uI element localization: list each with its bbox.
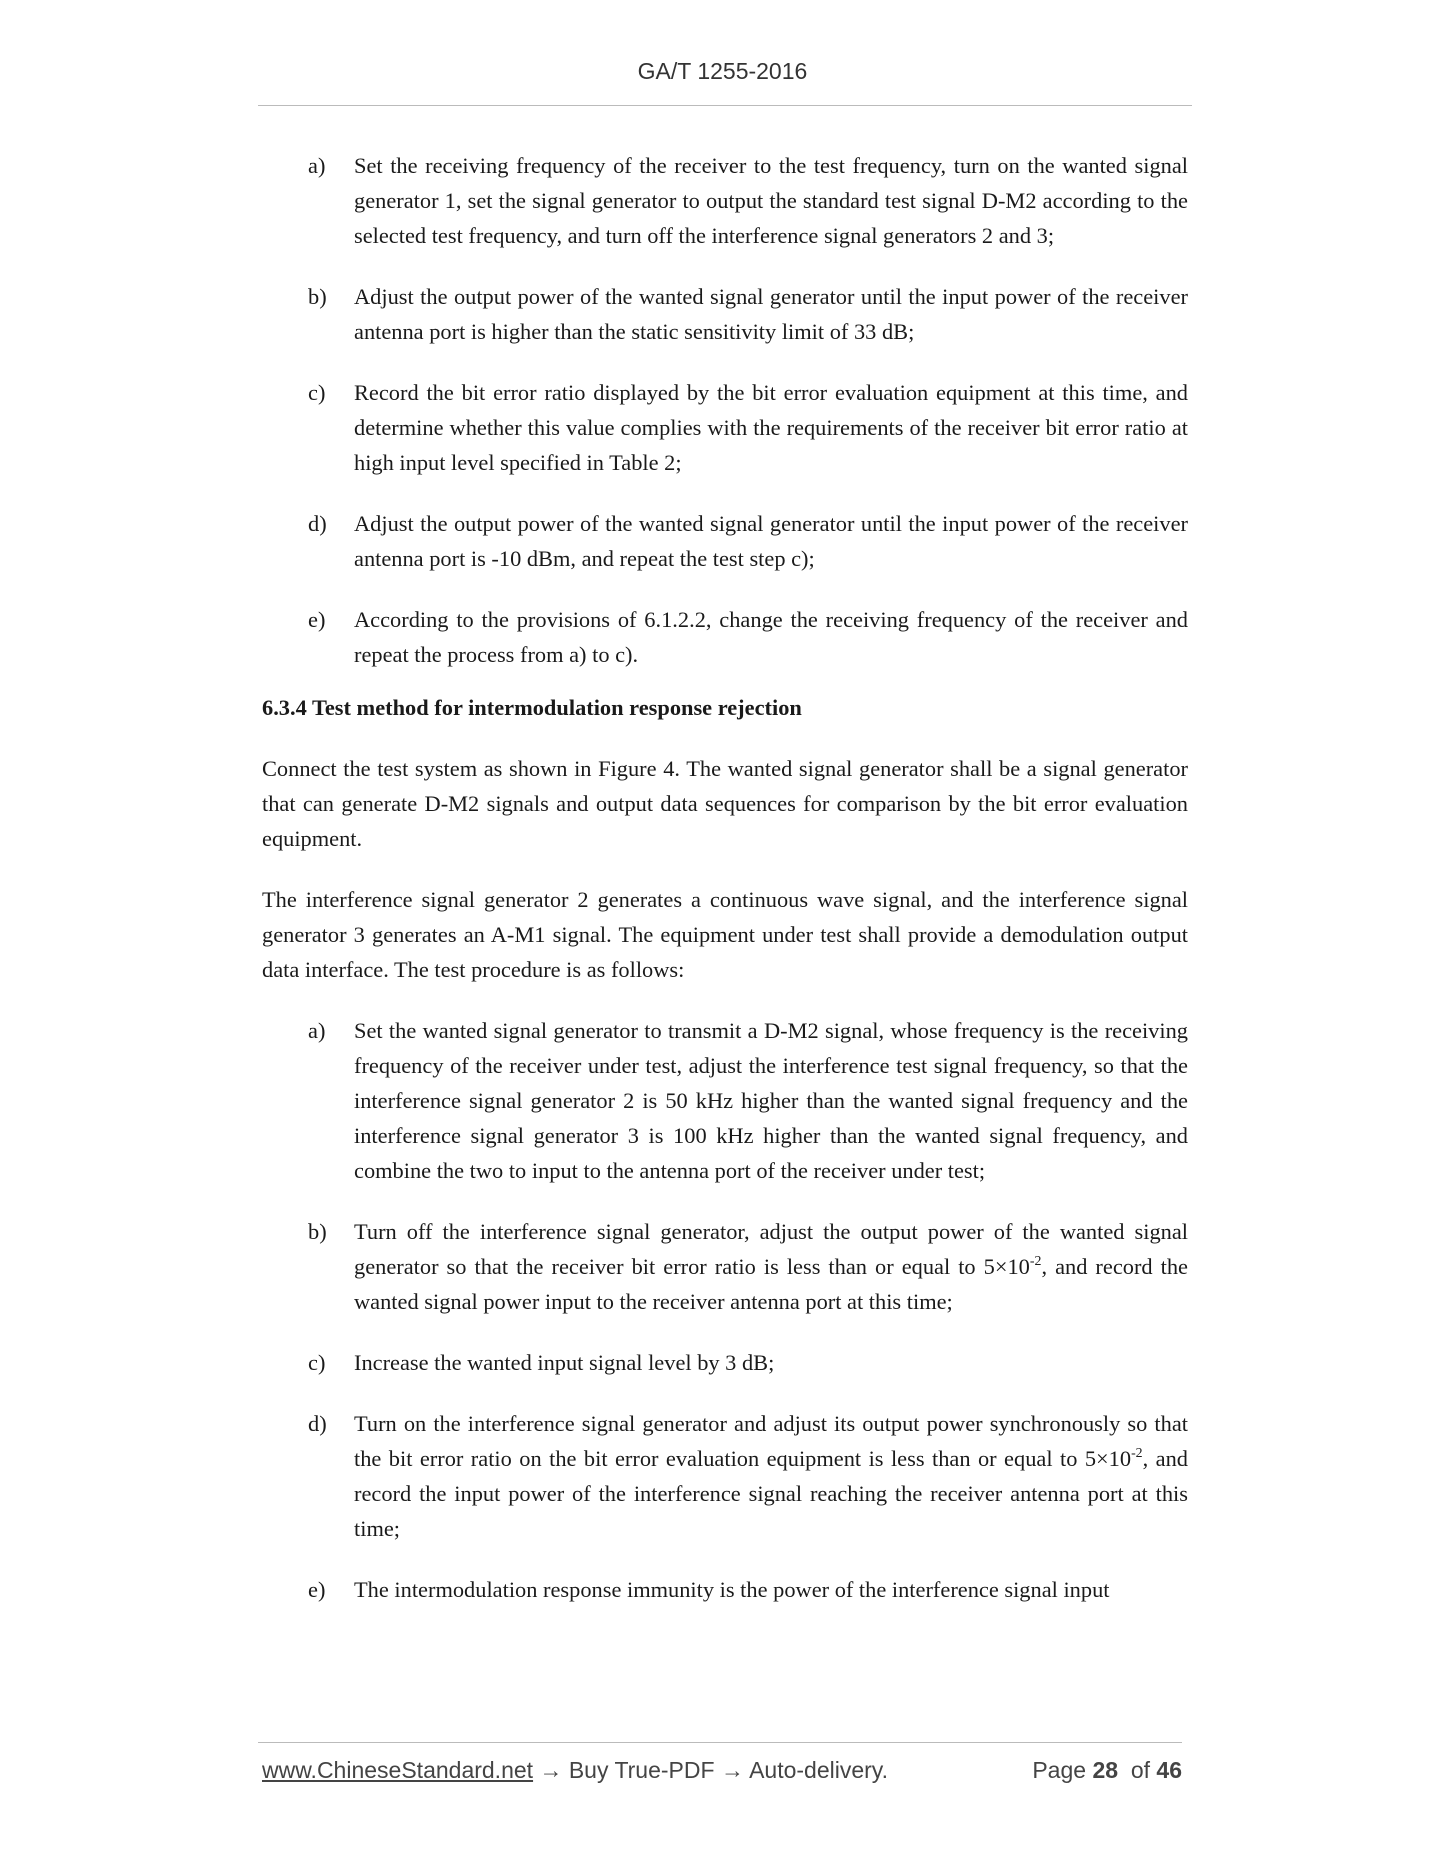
list-item xyxy=(262,602,1188,672)
list-item xyxy=(262,375,1188,480)
text-segment: , and record the input power of the interference signal reaching the receiver antenna port at this time; xyxy=(354,1446,1188,1541)
list-item-text: Set the receiving frequency of the receiver to the test frequency, turn on the wanted signal generator 1, set the signal generator to output the standard test signal D-M2 according to the selected test frequency, and turn off the interference signal generators 2 and 3; xyxy=(354,153,1188,248)
body-paragraph: The interference signal generator 2 generates a continuous wave signal, and the interference signal generator 3 generates an A-M1 signal. The equipment under test shall provide a demodulation output data interface. The test procedure is as follows: xyxy=(262,887,1188,982)
list-item-text: Set the wanted signal generator to transmit a D-M2 signal, whose frequency is the receiving frequency of the receiver under test, adjust the interference test signal frequency, so that the interference signal generator 2 is 50 kHz higher than the wanted signal frequency and the interference signal generator 3 is 100 kHz higher than the wanted signal frequency, and combine the two to input to the antenna port of the receiver under test; xyxy=(354,1018,1188,1183)
list-item xyxy=(262,506,1188,576)
text-segment: Turn on the interference signal generator and adjust its output power synchronously so that the bit error ratio on the bit error evaluation equipment is less than or equal to 5×10 xyxy=(354,1411,1188,1471)
exponent: -2 xyxy=(1029,1253,1042,1269)
current-page: 28 xyxy=(1092,1757,1119,1783)
header-divider xyxy=(258,105,1192,106)
arrow-icon: → xyxy=(533,1757,569,1783)
list-item-text: The intermodulation response immunity is the power of the interference signal input xyxy=(354,1577,1110,1602)
total-pages: 46 xyxy=(1156,1757,1182,1783)
document-body xyxy=(262,148,1188,1633)
list-item-text: Record the bit error ratio displayed by the bit error evaluation equipment at this time, and determine whether this value complies with the requirements of the receiver bit error ratio at high input level specified in Table 2; xyxy=(354,380,1188,475)
delivery-text: Auto-delivery. xyxy=(749,1757,888,1783)
list-marker: e) xyxy=(308,607,326,632)
list-marker: e) xyxy=(308,1577,326,1602)
footer-links xyxy=(262,1757,888,1784)
list-marker: b) xyxy=(308,1219,327,1244)
list-item xyxy=(262,148,1188,253)
list-item-text xyxy=(354,1406,1188,1546)
list-marker: d) xyxy=(308,511,327,536)
page-label: Page xyxy=(1032,1757,1087,1783)
list-item xyxy=(262,1406,1188,1546)
page-footer xyxy=(262,1757,1182,1789)
list-item xyxy=(262,1345,1188,1380)
list-item-text: Adjust the output power of the wanted signal generator until the input power of the receiver antenna port is -10 dBm, and repeat the test step c); xyxy=(354,511,1188,571)
page-number xyxy=(1032,1757,1182,1784)
list-item xyxy=(262,1572,1188,1607)
page-header-title: GA/T 1255-2016 xyxy=(637,58,808,84)
list-item xyxy=(262,1013,1188,1188)
text-segment: Turn off the interference signal generator, adjust the output power of the wanted signal generator so that the receiver bit error ratio is less than or equal to 5×10 xyxy=(354,1219,1188,1279)
list-marker: a) xyxy=(308,1018,326,1043)
list-item xyxy=(262,279,1188,349)
of-label: of xyxy=(1130,1757,1151,1783)
list-item xyxy=(262,1214,1188,1319)
body-paragraph: Connect the test system as shown in Figure 4. The wanted signal generator shall be a signal generator that can generate D-M2 signals and output data sequences for comparison by the bit error evaluation equipment. xyxy=(262,756,1188,851)
list-marker: c) xyxy=(308,1350,326,1375)
list-marker: d) xyxy=(308,1411,327,1436)
list-marker: a) xyxy=(308,153,326,178)
footer-divider xyxy=(258,1742,1182,1743)
list-marker: b) xyxy=(308,284,327,309)
text-segment: , and record the wanted signal power input to the receiver antenna port at this time; xyxy=(354,1254,1188,1314)
buy-text: Buy True-PDF xyxy=(568,1757,715,1783)
exponent: -2 xyxy=(1131,1445,1143,1461)
procedure-list-1 xyxy=(262,148,1188,672)
list-item-text: According to the provisions of 6.1.2.2, change the receiving frequency of the receiver and repeat the process from a) to c). xyxy=(354,607,1188,667)
section-heading: 6.3.4 Test method for intermodulation response rejection xyxy=(262,695,802,720)
list-marker: c) xyxy=(308,380,326,405)
arrow-icon: → xyxy=(714,1757,750,1783)
list-item-text xyxy=(354,1214,1188,1319)
procedure-list-2 xyxy=(262,1013,1188,1607)
list-item-text: Increase the wanted input signal level by 3 dB; xyxy=(354,1350,775,1375)
list-item-text: Adjust the output power of the wanted signal generator until the input power of the receiver antenna port is higher than the static sensitivity limit of 33 dB; xyxy=(354,284,1188,344)
website-link[interactable]: www.ChineseStandard.net xyxy=(262,1757,534,1783)
